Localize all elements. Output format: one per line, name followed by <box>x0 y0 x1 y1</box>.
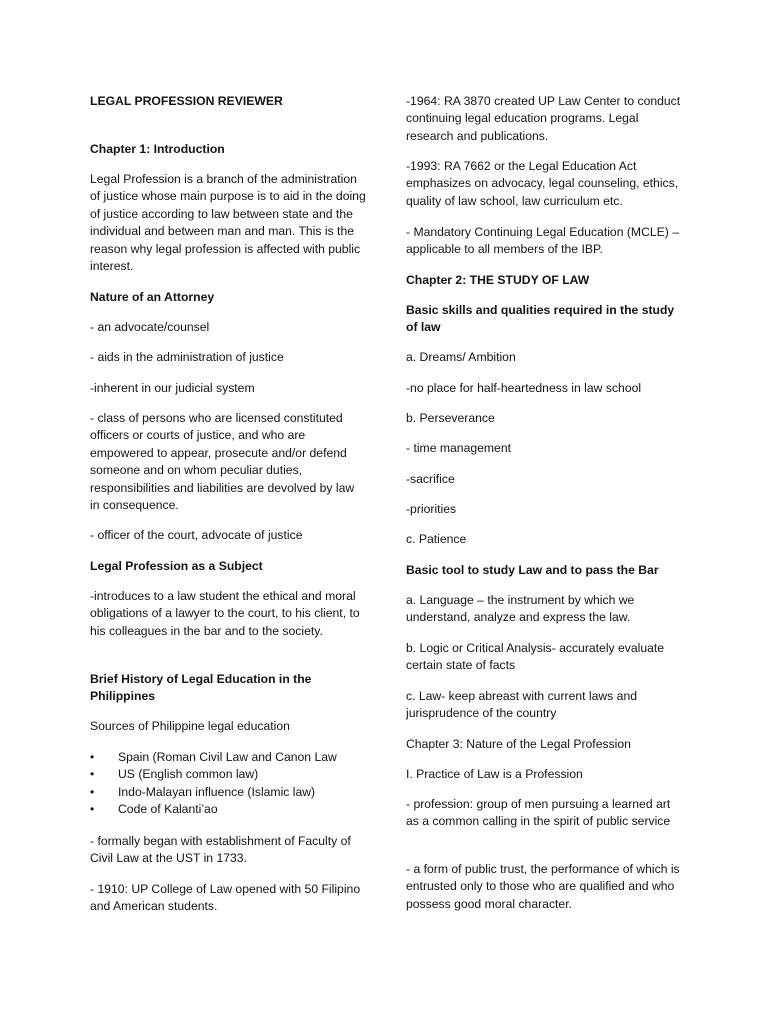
skill-item: c. Patience <box>406 532 467 546</box>
basic-tool-heading: Basic tool to study Law and to pass the Bar <box>406 563 659 577</box>
chapter-1-heading: Chapter 1: Introduction <box>90 142 225 156</box>
ra-3870-paragraph: -1964: RA 3870 created UP Law Center to conduct continuing legal education programs. Legal research and publications. <box>406 94 681 143</box>
chapter-3-heading: Chapter 3: Nature of the Legal Profession <box>406 737 631 751</box>
sources-label: Sources of Philippine legal education <box>90 719 290 733</box>
nature-item: - an advocate/counsel <box>90 320 210 334</box>
list-item: • Indo-Malayan influence (Islamic law) <box>90 784 366 801</box>
public-trust-paragraph: - a form of public trust, the performance of which is entrusted only to those who are qualified and who possess good moral character. <box>406 862 680 911</box>
nature-item: - class of persons who are licensed constituted officers or courts of justice, and who are empowered to appear, prosecute and/or defend someone and on whom peculiar duties, responsibilities and liabilities are devolved by law in consequence. <box>90 411 355 513</box>
intro-paragraph: Legal Profession is a branch of the administration of justice whose main purpose is to aid in the doing of justice according to law between state and the individual and between man and man. This is the reason why legal profession is affected with public interest. <box>90 172 366 274</box>
up-1910-paragraph: - 1910: UP College of Law opened with 50 Filipino and American students. <box>90 882 361 914</box>
nature-item: - aids in the administration of justice <box>90 350 284 364</box>
skills-heading: Basic skills and qualities required in the study of law <box>406 303 675 335</box>
skill-item: -sacrifice <box>406 472 455 486</box>
subject-heading: Legal Profession as a Subject <box>90 559 263 573</box>
chapter-2-heading: Chapter 2: THE STUDY OF LAW <box>406 273 590 287</box>
ra-7662-paragraph: -1993: RA 7662 or the Legal Education Act emphasizes on advocacy, legal counseling, ethics, quality of law school, law curriculum etc. <box>406 159 679 208</box>
ust-paragraph: - formally began with establishment of Faculty of Civil Law at the UST in 1733. <box>90 834 351 866</box>
profession-paragraph: - profession: group of men pursuing a learned art as a common calling in the spirit of public service <box>406 797 671 829</box>
history-heading: Brief History of Legal Education in the Philippines <box>90 672 312 704</box>
nature-item: -inherent in our judicial system <box>90 381 255 395</box>
sources-list <box>90 749 366 819</box>
skill-item: -no place for half-heartedness in law school <box>406 381 642 395</box>
tool-language: a. Language – the instrument by which we understand, analyze and express the law. <box>406 593 635 625</box>
subject-paragraph: -introduces to a law student the ethical and moral obligations of a lawyer to the court, to his client, to his colleagues in the bar and to the society. <box>90 589 360 638</box>
skill-item: -priorities <box>406 502 457 516</box>
list-item: • US (English common law) <box>90 766 366 783</box>
tool-law: c. Law- keep abreast with current laws and jurisprudence of the country <box>406 689 637 721</box>
skill-item: - time management <box>406 441 511 455</box>
skill-item: b. Perseverance <box>406 411 495 425</box>
mcle-paragraph: - Mandatory Continuing Legal Education (MCLE) –applicable to all members of the IBP. <box>406 225 680 257</box>
list-item: • Code of Kalanti’ao <box>90 801 366 818</box>
document-title: LEGAL PROFESSION REVIEWER <box>90 94 283 108</box>
tool-logic: b. Logic or Critical Analysis- accurately evaluate certain state of facts <box>406 641 665 673</box>
practice-heading: I. Practice of Law is a Profession <box>406 767 583 781</box>
list-item: • Spain (Roman Civil Law and Canon Law <box>90 749 366 766</box>
nature-item: - officer of the court, advocate of justice <box>90 528 303 542</box>
skill-item: a. Dreams/ Ambition <box>406 350 516 364</box>
nature-of-attorney-heading: Nature of an Attorney <box>90 290 215 304</box>
